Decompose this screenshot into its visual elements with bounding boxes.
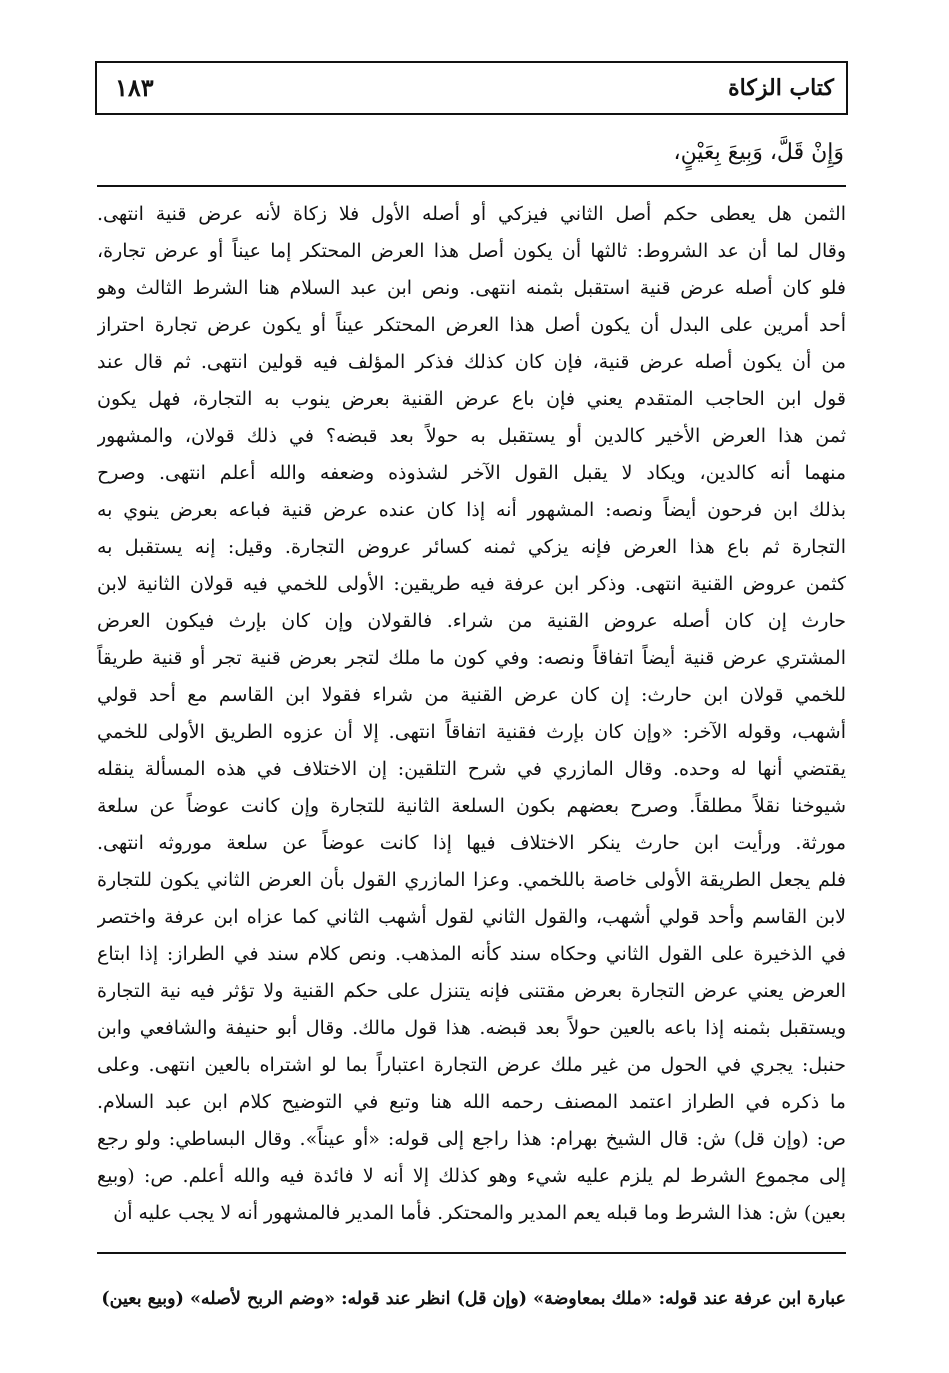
footnote: عبارة ابن عرفة عند قوله: «ملك بمعاوضة» (وإن قل) انظر عند قوله: «وضم الربح لأصله» (وبيع بعين) — [101, 1289, 846, 1309]
body-line: أشهب، وقوله الآخر: «وإن كان بإرث فقنية اتفاقاً انتهى. إلا أن عزوه الطريق الأولى للخمي — [97, 721, 846, 743]
body-line: المشتري عرض قنية أيضاً اتفاقاً ونصه: وفي كون ما ملك لتجر بعرض قنية تجر أو قنية طريقاً — [97, 647, 846, 669]
body-line: فلو كان أصله عرض قنية استقبل بثمنه انتهى. ونص ابن عبد السلام هنا الشرط الثالث وهو — [97, 277, 846, 299]
running-header — [95, 61, 848, 115]
body-line: من أن يكون أصله عرض قنية، فإن كان كذلك فذكر المؤلف فيه قولين انتهى. ثم قال عند — [97, 351, 846, 373]
footnote-divider — [97, 1252, 846, 1254]
body-line: حارث إن كان أصله عروض القنية من شراء. فالقولان وإن كان بإرث فيكون العرض — [97, 610, 846, 632]
body-line: في الذخيرة على القول الثاني وحكاه سند كأنه المذهب. ونص كلام سند في الطراز: إذا ابتاع — [97, 943, 846, 965]
page-number: ١٨٣ — [115, 73, 154, 102]
commentary-body — [97, 196, 846, 1232]
chapter-title: كتاب الزكاة — [728, 75, 834, 101]
body-line: فلم يجعل الطريقة الأولى خاصة باللخمي. وعزا المازري القول بأن العرض الثاني يكون للتجارة — [97, 869, 846, 891]
body-line: ويستقبل بثمنه إذا باعه بالعين حولاً بعد قبضه. هذا قول مالك. وقال أبو حنيفة والشافعي وابن — [97, 1017, 846, 1039]
body-line: كثمن عروض القنية انتهى. وذكر ابن عرفة فيه طريقين: الأولى للخمي فيه قولان الثانية لابن — [97, 573, 846, 595]
body-line: بذلك ابن فرحون أيضاً ونصه: المشهور أنه إذا كان عنده عرض قنية فباعه بعرض ينوي به — [97, 499, 846, 521]
body-line: ص: (وإن قل) ش: قال الشيخ بهرام: هذا راجع إلى قوله: «أو عيناً». وقال البساطي: ولو رجع — [97, 1128, 846, 1150]
body-line: ما ذكره في الطراز اعتمد المصنف رحمه الله هنا وتبع في التوضيح كلام ابن عبد السلام. — [97, 1091, 846, 1113]
body-line: مورثة. ورأيت ابن حارث ينكر الاختلاف فيها إذا كانت عوضاً عن سلعة موروثه انتهى. — [97, 832, 846, 854]
body-line: قول ابن الحاجب المتقدم يعني فإن باع عرض القنية بعرض ينوب به التجارة، فهل يكون — [97, 388, 846, 410]
body-line: ثمن هذا العرض الأخير كالدين أو يستقبل به حولاً بعد قبضه؟ في ذلك قولان، والمشهور — [97, 425, 846, 447]
body-line: أحد أمرين على البدل أن يكون أصل هذا العرض المحتكر عيناً أو يكون عرض تجارة احتراز — [97, 314, 846, 336]
body-line: إلى مجموع الشرط لم يلزم عليه شيء وهو كذلك إلا أنه لا فائدة فيه والله أعلم. ص: (وبيع — [97, 1165, 846, 1187]
body-line: يقتضي أنها له وحده. وقال المازري في شرح التلقين: إن الاختلاف في هذه المسألة ينقله — [97, 758, 846, 780]
body-line: للخمي قولان ابن حارث: إن كان عرض القنية من شراء فقولا ابن القاسم مع أحد قولي — [97, 684, 846, 706]
body-line: الثمن هل يعطى حكم أصل الثاني فيزكي أو أصله الأول فلا زكاة لأنه عرض قنية انتهى. — [97, 203, 846, 225]
body-line: شيوخنا نقلاً مطلقاً. وصرح بعضهم بكون السلعة الثانية للتجارة وإن كانت عوضاً عن سلعة — [97, 795, 846, 817]
body-line: وقال لما أن عد الشروط: ثالثها أن يكون أصل هذا العرض المحتكر إما عيناً أو عرض تجارة، — [97, 240, 846, 262]
body-line: منهما أنه كالدين، ويكاد لا يقبل القول الآخر لشذوذه وضعفه والله أعلم انتهى. وصرح — [97, 462, 846, 484]
top-divider — [97, 185, 846, 187]
body-line: بعين) ش: هذا الشرط وما قبله يعم المدير والمحتكر. فأما المدير فالمشهور أنه لا يجب عليه أن — [113, 1202, 846, 1224]
body-line: التجارة ثم باع هذا العرض فإنه يزكي ثمنه كسائر عروض التجارة. وقيل: إنه يستقبل به — [97, 536, 846, 558]
body-line: العرض يعني عرض التجارة بعرض مقتنى فإنه يتنزل على حكم القنية ولا تؤثر فيه نية التجارة — [97, 980, 846, 1002]
body-line: لابن القاسم وأحد قولي أشهب، والقول الثاني لقول أشهب الثاني كما عزاه ابن عرفة واختصر — [97, 906, 846, 928]
body-line: حنبل: يجري في الحول من غير ملك عرض التجارة اعتباراً بما لو اشتراه بالعين انتهى. وعلى — [97, 1054, 846, 1076]
matn-text: وَإِنْ قَلَّ، وَبِيعَ بِعَيْنٍ، — [673, 140, 844, 165]
